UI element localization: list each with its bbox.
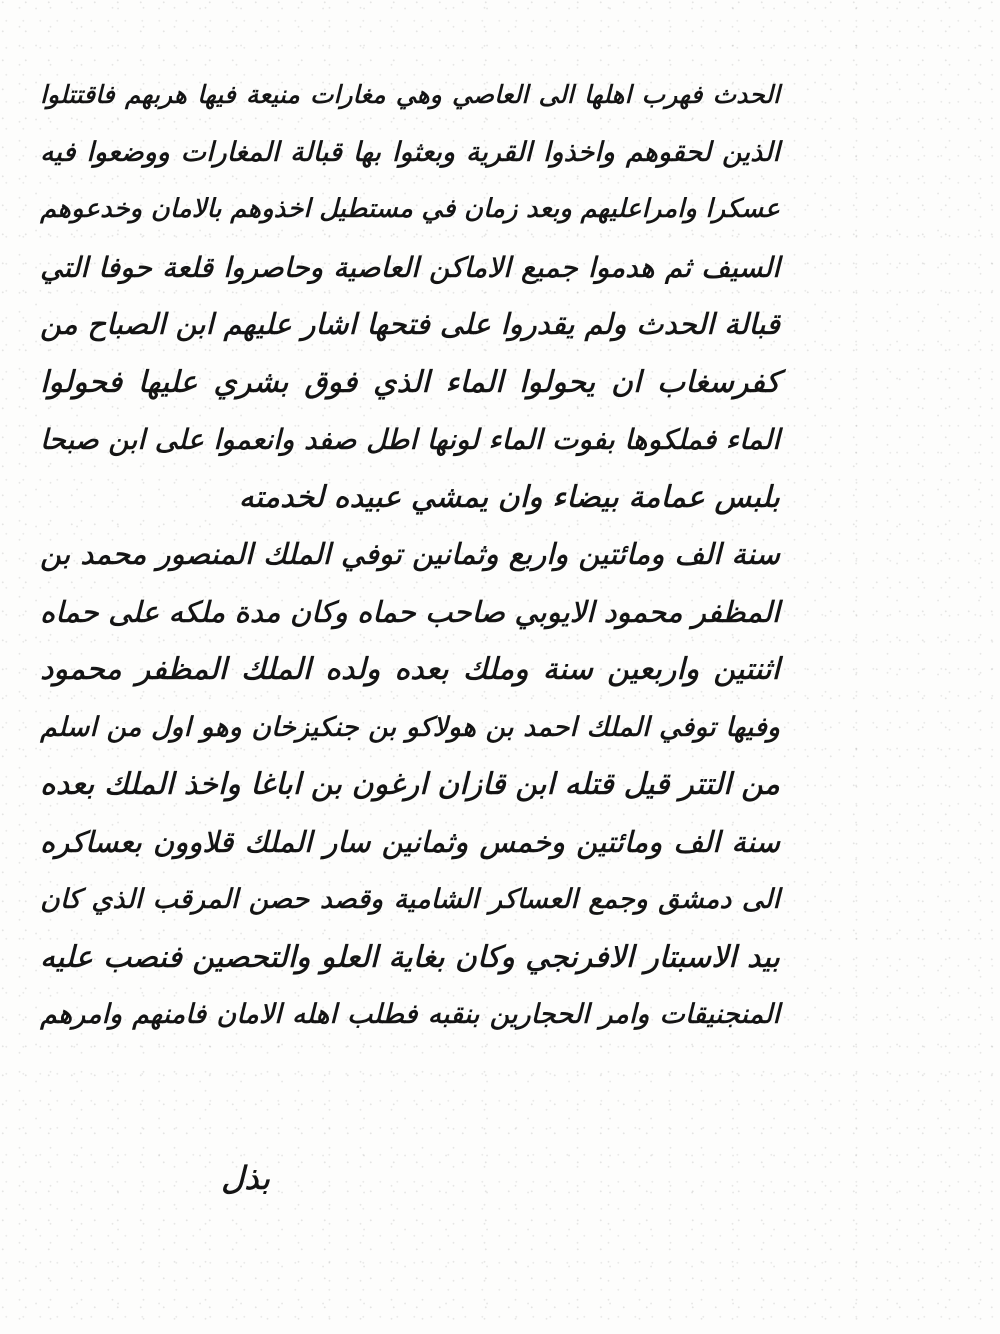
manuscript-line-10: المظفر محمود الايوبي صاحب حماه وكان مدة ملكه على حماه bbox=[40, 594, 780, 629]
manuscript-line-11: اثنتين واربعين سنة وملك بعده ولده الملك المظفر محمود bbox=[40, 652, 780, 687]
manuscript-line-2: الذين لحقوهم واخذوا القرية وبعثوا بها قبالة المغارات ووضعوا فيه bbox=[40, 136, 780, 168]
manuscript-text-block bbox=[40, 66, 780, 1044]
catchword: بذل bbox=[221, 1159, 270, 1197]
manuscript-line-9: سنة الف ومائتين واربع وثمانين توفي الملك المنصور محمد بن bbox=[40, 537, 780, 571]
manuscript-line-13: من التتر قيل قتله ابن قازان ارغون بن اباغا واخذ الملك بعده bbox=[40, 767, 780, 802]
manuscript-line-7: الماء فملكوها بفوت الماء لونها اطل صفد وانعموا على ابن صبحا bbox=[40, 423, 780, 456]
manuscript-line-14: سنة الف ومائتين وخمس وثمانين سار الملك قلاوون بعساكره bbox=[40, 824, 780, 859]
manuscript-line-16: بيد الاسبتار الافرنجي وكان بغاية العلو والتحصين فنصب عليه bbox=[40, 939, 780, 975]
manuscript-line-12: وفيها توفي الملك احمد بن هولاكو بن جنكيزخان وهو اول من اسلم bbox=[40, 711, 780, 743]
manuscript-line-6: كفرسغاب ان يحولوا الماء الذي فوق بشري عليها فحولوا bbox=[40, 364, 780, 400]
manuscript-line-17: المنجنيقات وامر الحجارين بنقبه فطلب اهله الامان فامنهم وامرهم bbox=[40, 999, 780, 1030]
manuscript-line-8: بلبس عمامة بيضاء وان يمشي عبيده لخدمته bbox=[238, 479, 780, 515]
manuscript-line-3: عسكرا وامراعليهم وبعد زمان في مستطيل اخذوهم بالامان وخدعوهم bbox=[40, 194, 780, 224]
manuscript-line-4: السيف ثم هدموا جميع الاماكن العاصية وحاصروا قلعة حوفا التي bbox=[40, 250, 780, 284]
manuscript-line-5: قبالة الحدث ولم يقدروا على فتحها اشار عليهم ابن الصباح من bbox=[40, 307, 780, 341]
manuscript-line-1: الحدث فهرب اهلها الى العاصي وهي مغارات منيعة فيها هربهم فاقتتلوا bbox=[40, 80, 780, 109]
manuscript-line-15: الى دمشق وجمع العساكر الشامية وقصد حصن المرقب الذي كان bbox=[40, 884, 780, 915]
